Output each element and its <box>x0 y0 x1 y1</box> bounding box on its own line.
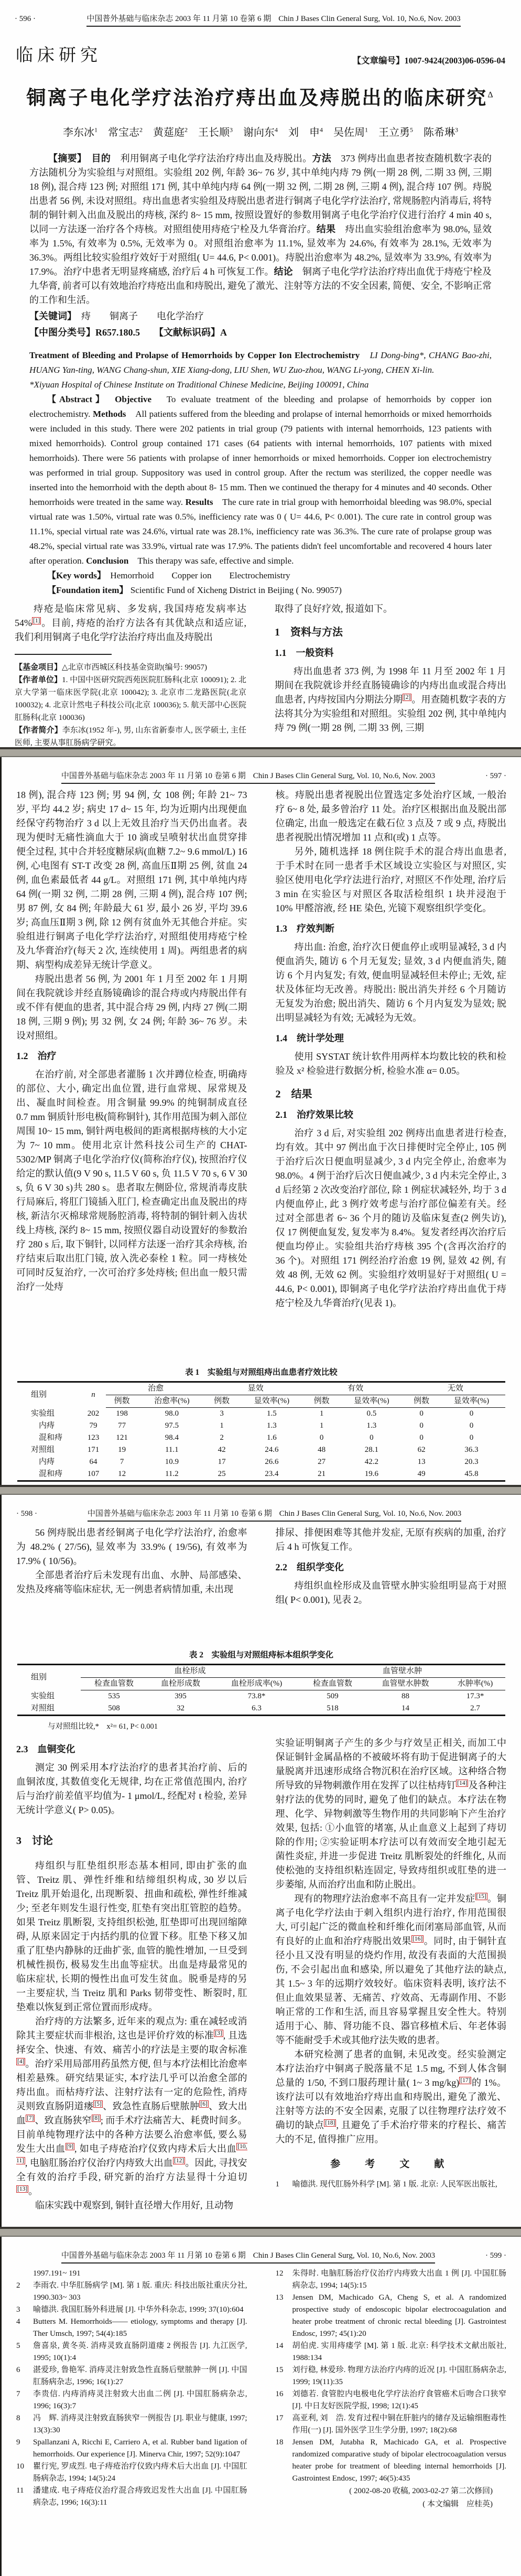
superscript: 2 <box>184 126 188 134</box>
conclusion-en-text: This therapy was safe, effective and simple. <box>137 556 294 566</box>
table-2-caption: 表 2 实验组与对照组痔标本组织学变化 <box>189 1651 334 1659</box>
page3-bottom-right-column <box>276 1736 507 2227</box>
group-thrombosis: 血栓形成 <box>81 1665 299 1678</box>
superscript: 4 <box>275 126 278 134</box>
reference-number: 11 <box>16 2486 24 2495</box>
masthead <box>0 27 521 66</box>
reference-item <box>276 2179 507 2191</box>
english-title-line <box>29 348 492 378</box>
english-title: Treatment of Bleeding and Prolapse of Hemorrhoids by Copper Ion Electrochemistry <box>29 350 360 360</box>
section-1-3-heading: 1.3 疗效判断 <box>275 923 334 934</box>
reference-text: Jensen DM, Jutabha R, Machicado GA, et al. Prospective randomized comparative study of bipolar electrocoagulation versus heater probe for treatment of bleeding internal hemorrhoids [J]. Gastrointest Endosc, 1997; 46(5):435 <box>292 2438 506 2483</box>
group-ineffective: 无效 <box>405 1382 505 1395</box>
table-row: 内痔 64 7 10.9 17 26.6 27 42.2 13 20.3 <box>31 1458 479 1466</box>
page3-bottom-columns <box>2 1736 521 2227</box>
section-2-3-paragraph: 测定 30 例采用本疗法治疗的患者其治疗前、后的血铜浓度, 其数值变化无规律, 均在正常值范围内, 治疗后与治疗前差值平均值为- 1 μmol/L, 经配对 t 检验, 差异无统计学意义( P> 0.05)。 <box>16 1762 247 1815</box>
ref-marker: [1] <box>33 618 40 624</box>
reference-text: 冯 辉. 消痔灵注射致直肠狭窄一例报告 [J]. 职业与健康, 1997; 13(3):30 <box>33 2414 247 2434</box>
ref-marker: [17] <box>460 2077 471 2084</box>
journal-title-en: Chin J Bases Clin General Surg, Vol. 10, No.6, Nov. 2003 <box>278 15 461 23</box>
reference-text: 喻德洪. 现代肛肠外科学 [M]. 第 1 版. 北京: 人民军医出版社, <box>292 2180 497 2189</box>
table-2-body <box>17 1690 505 1716</box>
reference-number: 3 <box>16 2305 20 2314</box>
reference-number: 12 <box>275 2269 284 2278</box>
safety-paragraph: 全部患者治疗后未发现有出血、水肿、局部感染、发热及疼痛等临床症状, 无一例患者病情加重, 未出现 <box>16 1570 247 1594</box>
table-row: 内痔 79 77 97.5 1 1.3 1 1.3 0 0 <box>31 1421 474 1430</box>
col-n-label: n <box>91 1391 95 1399</box>
page3-top-right-column <box>276 1526 507 1642</box>
methods-en-label: Methods <box>93 409 126 419</box>
journal-line <box>61 2249 435 2264</box>
reference-item <box>16 2461 247 2485</box>
abstract-zh <box>29 152 492 307</box>
discussion-paragraph-3-continuation: 实验证明铜离子产生的多少与疗效呈正相关, 而加工中保证铜针金属晶格的不被破坏将有助于促进铜离子的大量脱离并迅速形成络合物沉积在治疗区域。这种络合物所导致的异物刺激作用在发挥了以往枯痔钉 [14] 及各种注射疗法的优势的同时, 避免了他们的缺点。本疗法在物理、化学、异物刺激等生物作用的共同影响下产生治疗效果, 包括: ①小血管的堵塞, 从止血意义上起到了痔切除的作用; ②实验证明本疗法可以有效而安全地引起无菌性炎症, 并进一步促进 Treitz 肌断裂处的纤维化, 从而使松弛的支持组织粘连固定, 导致痔组织或肛垫的进一步萎缩, 从而治疗出血和防止脱出。 <box>275 1738 507 1890</box>
footnote-fund <box>15 661 246 674</box>
keywords-en <box>29 568 492 583</box>
conclusion-label: 结论 <box>274 266 293 277</box>
journal-line <box>61 770 435 784</box>
reference-text: 刘德若. 食管腔内电极电化学疗法治疗食管癌术后吻合口狭窄 [J]. 中日友好医院学报, 1998; 12(1):45 <box>292 2390 506 2410</box>
table-row: 对照组 171 19 11.1 42 24.6 48 28.1 62 36.3 <box>31 1446 479 1454</box>
ref-marker: [18] <box>325 2120 335 2126</box>
discussion-paragraph-3-start: 临床实践中观察到, 铜针直径增大作用好, 且动物 <box>35 2200 233 2211</box>
biography-label: 【作者简介】 <box>15 726 62 735</box>
reference-list-start <box>276 2179 507 2191</box>
reference-text: 瞿行宪, 罗成烈. 电子痔疮治疗仪致内痔术后大出血 [J]. 中国肛肠病杂志, 1994; 14(5):24 <box>33 2462 247 2483</box>
reference-text: 李雨农. 中华肛肠病学 [M]. 第 1 版. 重庆: 科技出版社重庆分社, 1990.303~ 303 <box>33 2281 247 2302</box>
fund-text: △北京市西城区科技基金资助(编号: 99057) <box>62 663 207 672</box>
reference-text: 李贵信. 内痔消痔灵注射致大出血二例 [J]. 中国肛肠病杂志, 1996; 16(3):7 <box>33 2390 247 2410</box>
page-number: · 596 · <box>15 15 36 23</box>
table-2-subheader-row: 检查血管数 血栓形成数 血栓形成率(%) 检查血管数 血管壁水肿数 水肿率(%) <box>17 1678 505 1690</box>
foundation-text: Scientific Fund of Xicheng District in Beijing ( No. 99057) <box>130 585 342 595</box>
group-cured: 治愈 <box>106 1382 206 1395</box>
reference-item <box>276 2292 507 2340</box>
section-1-1-heading: 1.1 一般资料 <box>275 648 334 658</box>
running-head <box>2 2237 521 2264</box>
group-effective: 有效 <box>306 1382 406 1395</box>
running-head <box>2 1495 521 1522</box>
footnote-block <box>15 661 246 747</box>
reference-text: 詹喜泉, 黄冬英. 消痔灵致直肠阴道瘘 2 例报告 [J]. 九江医学, 1995; 10(1):4 <box>33 2342 247 2362</box>
table-2-block <box>2 1648 521 1732</box>
page2-columns <box>2 788 521 1360</box>
reference-item <box>276 2388 507 2412</box>
objective-label: 目的 <box>91 153 111 164</box>
foundation-label: 【Foundation item】 <box>47 585 128 595</box>
reference-number: 1 <box>275 2180 279 2189</box>
section-3-heading: 3 讨论 <box>16 1835 53 1847</box>
superscript: 1 <box>94 126 97 134</box>
english-affiliation-text: *Xiyuan Hospital of Chinese Institute on Traditional Chinese Medicine, Beijing 100091, China <box>29 380 369 390</box>
article-title <box>21 82 500 110</box>
section-2-2-heading: 2.2 组织学变化 <box>275 1562 344 1572</box>
ref-marker: [16] <box>413 1936 423 1942</box>
reference-item <box>16 2304 247 2316</box>
doc-code-label: 【文献标识码】 <box>159 327 220 338</box>
table-row: 对照组 508 32 6.3 518 14 2.7 <box>31 1704 480 1712</box>
biography-text: 李东冰(1952 年-), 男, 山东省新泰市人, 医学硕士, 主任医师, 主要从事肛肠病学研究。 <box>15 726 246 747</box>
reference-items <box>276 2268 507 2485</box>
reference-text: 喻德洪. 我国肛肠外科进展 [J]. 中华外科杂志, 1999; 37(10):604 <box>33 2305 244 2314</box>
section-1-1-paragraph: 痔出血患者 373 例, 为 1998 年 11 月至 2002 年 1 月期间在我院就诊并经直肠镜确诊的内痔出血或混合痔出血患者, 内痔按国内分期法分期 [2] 。用查随机数字表的方法将其分为实验组和对照组。实验组 202 例, 其中单纯内痔 79 例(一期 28 例, 二期 33 例, 三期 <box>275 666 507 733</box>
table-1-header <box>17 1382 505 1408</box>
prolapse-cases-paragraph: 痔脱出患者 56 例, 为 2001 年 1 月至 2002 年 1 月期间在我院就诊并经直肠镜确诊的混合痔或内痔脱出伴有或不伴有便血的患者, 其中混合痔 29 例, 内痔 27 例(二期 18 例, 三期 9 例); 男 32 例, 女 24 例; 年龄 36~ 76 岁。未设对照组。 <box>16 974 247 1041</box>
table-2 <box>17 1664 505 1716</box>
reference-item <box>276 2340 507 2364</box>
reference-number: 13 <box>275 2293 284 2302</box>
page-1 <box>0 0 521 747</box>
ref-marker: [6] <box>200 2101 208 2107</box>
page-number: · 597 · <box>485 772 506 780</box>
abstract-en-label: 【Abstract】 <box>47 394 103 404</box>
reference-number: 4 <box>16 2318 20 2326</box>
received-dates: ( 2002-08-20 收稿, 2003-02-27 第二次修回) <box>349 2487 493 2495</box>
reference-number: 15 <box>275 2366 284 2374</box>
article-title-text: 铜离子电化学疗法治疗痔出血及痔脱出的临床研究 <box>26 88 488 109</box>
running-head <box>0 0 521 27</box>
page-separator <box>0 1485 521 1495</box>
page-number: · 598 · <box>16 1510 37 1518</box>
english-block <box>29 348 492 598</box>
reference-number: 9 <box>16 2438 20 2446</box>
ref-marker: [12] <box>173 2158 184 2164</box>
reference-text: 朱得时. 电脑肛肠治疗仪治疗内痔致大出血 1 例 [J]. 中国肛肠病杂志, 1994; 14(5):15 <box>292 2269 506 2290</box>
section-2-1-paragraph: 治疗 3 d 后, 对实验组 202 例痔出血患者进行检查, 均有效。其中 97 例出血于次日排便时完全停止, 105 例于治疗后次日便血明显减少, 3 d 内完全停止, 治愈率为 98.0%。4 例于治疗后次日便血减少, 3 d 内未完全停止, 3 d 后经第 2 次改变治疗部位, 除 1 例症状减轻外, 均于 3 d 内便血停止, 此 3 例疗效考虑与治疗部位偏差有关。经过对全部患者 6~ 36 个月的随访及临床复查(2 例失访), 仅 17 例便血复发, 复发率为 8.4%。复发者经再次治疗后便血均停止。实验组共治疗痔核 395 个(含再次治疗的 36 个)。对照组 171 例经治疗治愈 19 例, 显效 42 例, 有效 48 例, 无效 62 例。实验组疗效明显好于对照组( U = 44.6, P< 0.001), 即铜离子电化学疗法治疗痔出血优于痔疮宁栓及九华膏治疗(见表 1)。 <box>275 1128 506 1308</box>
table-row: 混和痔 123 121 98.4 2 1.6 0 0 0 0 <box>31 1433 474 1442</box>
keywords-zh-label: 【关键词】 <box>29 311 72 321</box>
reference-number: 18 <box>275 2438 284 2446</box>
article-number-value: 1007-9424(2003)06-0596-04 <box>404 56 505 66</box>
superscript: 2 <box>139 126 143 134</box>
table-1-body <box>17 1408 505 1481</box>
affiliation-label: 【作者单位】 <box>15 676 62 684</box>
ref-marker: [3] <box>215 2030 222 2036</box>
reference-number: 16 <box>275 2390 284 2398</box>
clc-value: R657.180.5 <box>95 327 140 338</box>
clc-label: 【中图分类号】 <box>29 327 95 338</box>
title-footnote-mark: Δ <box>487 90 495 100</box>
section-1-2-paragraph: 在治疗前, 对全部患者灌肠 1 次并蹲位检查, 明确痔的部位、大小, 确定出血位置, 进行血常规、尿常规及出、凝血时间检查。用含铜量 99.9% 的纯铜制成直径 0.7 mm 铜质针形电极(简称铜针), 其作用范围为刺入部位周围 10~ 15 mm, 铜针两电极间的距离根据痔核的大小定为 7~ 10 mm。使用北京计然科技公司生产的 CHAT-5302/MP 铜离子电化学治疗仪(简称治疗仪), 按照治疗仪给定的默认值(9 V 90 s, 11.5 V 60 s, 负 11.5 V 70 s, 6 V 30 s, 负 6 V 30 s)共 280 s。患者取左侧卧位, 常规消毒皮肤行局麻后, 将肛门镜插入肛门, 检查确定出血及脱出的痔核, 新洁尔灭棉球常规肠腔消毒, 将特制的铜针刺入齿状线上痔核, 深约 8~ 15 mm, 按照仪器自动设置好的参数治疗 280 s 后, 取下铜针, 以同样方法逐一治疗其余痔核, 治疗结束后取出肛门镜, 放入洗必泰栓 1 粒。同一痔核处可同时反复治疗, 一次可治疗多处痔核; 但出血一般只需治疗一处痔 <box>16 1069 247 1292</box>
table-2-group-row <box>17 1665 505 1678</box>
journal-title-en: Chin J Bases Clin General Surg, Vol. 10, No.6, Nov. 2003 <box>253 2251 436 2260</box>
reference-number <box>16 2268 33 2280</box>
reference-text: 湛爱珍, 鲁艳军. 消痔灵注射致急性直肠后壁脓肿一例 [J]. 中国肛肠病杂志, 1996; 16(1):27 <box>33 2366 247 2386</box>
page-3 <box>0 1495 521 2227</box>
table-row: 实验组 202 198 98.0 3 1.5 1 0.5 0 0 <box>31 1409 474 1418</box>
keywords-en-label: 【Key words】 <box>47 570 102 580</box>
article-number-label: 【文章编号】 <box>352 56 405 66</box>
group-marked-effect: 显效 <box>205 1382 306 1395</box>
reference-item <box>16 2485 247 2509</box>
reference-item <box>276 2364 507 2388</box>
results-label: 结果 <box>316 224 336 234</box>
methods-text: 373 例痔出血患者按查随机数字表的方法随机分为实验组与对照组。实验组 202 例, 年龄 36~ 76 岁, 其中单纯内痔 79 例(一期 28 例, 二期 33 例, 三期 18 例), 混合痔 123 例; 对照组 171 例, 其中单纯内痔 64 例(一期 32 例, 二期 28 例, 三期 4 例), 混合痔 107 例。痔脱出患者 56 例, 未设对照组。痔出血患者实验组及痔脱出患者进行铜离子电化学疗法治疗, 常规肠腔内消毒后, 将特制的铜针刺入出血及脱出的痔核, 深约 8~ 15 mm, 按照设置好的参数用铜离子电化学治疗仪进行治疗 4 min 40 s, 以同一方法逐一治疗各个痔核。对照组使用痔疮宁栓及九华膏治疗。 <box>29 153 492 234</box>
discussion-paragraph-4: 现有的物理疗法治愈率不高且有一定并发症 [15] 。铜离子电化学疗法由于刺入组织内进行治疗, 作用范围很大, 可引起广泛的微血栓和纤维化而闭塞局部血管, 从而有良好的止血和治疗痔脱出效果 [16] 。同时, 由于铜针直径小且又没有明显的烧灼作用, 故没有表面的大范围损伤, 不会引起出血和感染, 所以避免了其他疗法的缺点, 其 1.5~ 3 年的远期疗效较好。临床资料表明, 该疗法不但止血效果显著、无痛苦、疗效高、无毒副作用、不影响正常的工作和生活, 而且容易掌握且安全性大。特别适用于心、肺、肾功能不良、器官移植术后、年老体弱等不能耐受手术或其他疗法失败的患者。 <box>275 1893 507 2045</box>
reference-item <box>16 2388 247 2412</box>
doc-code-value: A <box>220 327 227 338</box>
conclusion-text: 铜离子电化学疗法治疗痔出血优于痔疮宁栓及九华膏, 前者可以有效地治疗痔疮出血和痔脱出, 避免了激光、注射等方法的不安全因素, 简便、安全, 不影响正常的工作和生活。 <box>29 266 492 305</box>
reference-number: 14 <box>275 2342 284 2350</box>
reference-text: 胡伯虎. 实用痔瘘学 [M]. 第 1 版. 北京: 科学技术文献出版社, 1988:134 <box>292 2342 506 2362</box>
discussion-paragraph-1: 痔组织与肛垫组织形态基本相同, 即由扩张的血管、Treitz 肌、弹性纤维和结缔组织构成, 30 岁以后 Treitz 肌开始退化, 出现断裂、扭曲和疏松, 弹性纤维减少; 至老年则发生退行性变, 肛垫有突出肛管腔的趋势。如果 Treitz 肌断裂, 支持组织松弛, 肛垫即可出现回缩障碍, 从原来固定于内括约肌的位置下移。肛垫下移又加重了肛垫内静脉的迂曲扩张, 血管的脆性增加, 一旦受到机械性损伤, 极易发生出血等症状。出血是痔最常见的临床症状, 长期的慢性出血可发生贫血。脱垂是痔的另一主要症状, 当 Treitz 肌和 Parks 韧带变性、断裂时, 肛垫难以恢复到正常位置而形成痔。 <box>16 1860 247 2012</box>
keywords-en-items: Hemorrhoid Copper ion Electrochemistry <box>110 570 290 580</box>
results-en-label: Results <box>185 497 213 507</box>
reference-number: 10 <box>16 2462 24 2471</box>
fund-label: 【基金项目】 <box>15 663 62 672</box>
editor-note: ( 本文编辑 应桂英) <box>422 2500 493 2508</box>
discussion-paragraph-2: 治疗痔的方法繁多, 近年来的观点为: 重在减轻或消除其主要症状而非根治, 这也是评价疗效的标准 [3] , 且选择安全、快速、有效、痛苦小的疗法是主要的取舍标准[4] 。治疗采用局部用药虽然方便, 但与本疗法相比治愈率相差悬殊。研究结果证实, 本疗法几乎可以治愈全部的痔出血。而枯痔疗法、注射疗法有一定的危险性, 消痔灵则致直肠阴道瘘 [5] 、致急性直肠后壁脓肿 [6] 、致大出血 [7] 、致直肠狭窄 [8] ; 而手术疗法痛苦大、耗费时间多。目前单纯物理疗法中的各种方法要么治愈率低, 要么易发生大出血 [9] , 如电子痔疮治疗仪致内痔术后大出血 [10, 11] , 电脑肛肠治疗仪治疗内痔致大出血 [12] 。因此, 寻找安全有效的治疗手段, 研究新的治疗方法显得十分迫切[13] 。 <box>16 2016 247 2196</box>
reference-list-left <box>16 2268 247 2511</box>
discussion-paragraph-5: 本研究检测了患者的血铜, 未见改变。经实验测定本疗法治疗中铜离子脱落量不足 1.5 mg, 不到人体含铜总量的 1/50, 不到口服药理计量( 1~ 3 mg/kg) [17] 的 1%。该疗法可以有效地治疗痔出血和痔脱出, 避免了激光、注射等方法的不安全因素, 克服了以往物理疗法疗效不确切的缺点 [18] , 且避免了手术治疗带来的疗程长、痛苦大的不足, 值得推广应用。 <box>275 2049 507 2144</box>
methods-en-text: All patients suffered from the bleeding and prolapse of internal hemorrhoids or mixed hemorrhoids were included in this study. There were 202 patients in trial group (79 patients with internal hemorrhoids, 123 patients with mixed hemorrhoids). Control group contained 171 cases (64 patients with internal hemorrhoids, 107 patients with mixed hemorrhoids). There were 56 patients with prolapse of inner hemorrhoids or mixed hemorrhoids. Copper ion electrochemistry was performed in trial group. Suppository was used in control group. After the rectum was sterilized, the copper needle was inserted into the hemorrhoid with the depth about 8- 15 mm. Then we continued the therapy for 4 minutes and 40 seconds. Other hemorrhoids were treated in the same way. <box>29 409 492 507</box>
table-row: 混和痔 107 12 11.2 25 23.4 21 19.6 49 45.8 <box>31 1470 479 1478</box>
reference-number: 6 <box>16 2366 20 2374</box>
reference-text: 刘行稳, 林爱珍. 物理方法治疗内痔的近况 [J]. 中国肛肠病杂志, 1999; 19(11):35 <box>292 2366 506 2386</box>
methods-label: 方法 <box>312 153 332 164</box>
ref-marker: [8] <box>92 2115 100 2121</box>
ref-marker: [15] <box>476 1893 486 1900</box>
general-data-continuation: 18 例), 混合痔 123 例; 男 94 例, 女 108 例; 年龄 21~ 73 岁, 平均 44.2 岁; 病史 17 d~ 15 年, 均为近期内出现便血经保守药物治疗 3 d 以上无效且治疗当天仍出血者。表现为便时无痛性滴血大于 10 滴或呈喷射状出血贯穿排便全过程, 其中合并轻度糖尿病(血糖 7.2~ 9.6 mmol/L) 16 例, 心电图有 ST-T 改变 28 例, 高血压Ⅱ期 25 例, 贫血 24 例, 血色素最低者 44 g/L。对照组 171 例, 其中单纯内痔 64 例(一期 32 例, 二期 28 例, 三期 4 例), 混合痔 107 例; 男 87 例, 女 84 例; 年龄最大 61 岁, 最小 26 岁, 平均 39.6 岁; 高血压Ⅱ期 3 例, 除 12 例有贫血外无其他合并症。实验组进行铜离子电化学疗法治疗, 对照组使用痔疮宁栓及九华膏治疗(每天 2 次, 连续使用 1 周)。两组患者的病期、病型构成差异无统计学意义。 <box>16 790 247 970</box>
page-separator <box>0 747 521 757</box>
section-1-4-paragraph: 使用 SYSTAT 统计软件用两样本均数比较的秩和检验及 x² 检验进行数据分析, 检验水准 α= 0.05。 <box>275 1051 506 1076</box>
table-row: 实验组 535 395 73.8* 509 88 17.3* <box>31 1691 484 1700</box>
reference-number: 2 <box>16 2281 20 2290</box>
prolapse-results-paragraph: 56 例痔脱出患者经铜离子电化学疗法治疗, 治愈率为 48.2% ( 27/56), 显效率为 33.9% ( 19/56), 有效率为 17.9% ( 10/56)。 <box>16 1527 247 1566</box>
reference-text: Jensen DM, Machicado GA, Cheng S, et al. A randomized prospective study of endoscopic bipolar electrocoagulation and heater probe treatment of chronic rectal bleeding [J]. Gastrointest Endosc, 1997; 45(1):20 <box>292 2293 506 2338</box>
results-text: 痔出血实验组治愈率为 98.0%, 显效率为 1.5%, 有效率为 0.5%, 无效率为 0。对照组治愈率为 11.1%, 显效率为 24.6%, 有效率为 28.1%, 无效率为 36.3%。两组比较实验组疗效好于对照组( U= 44.6, P< 0.001)。痔脱出治愈率为 48.2%, 显效率为 33.9%, 有效率为 17.9%。治疗中患者无明显疼痛感, 治疗后 4 h 可恢复工作。 <box>29 224 492 277</box>
reference-text: 1997.191~ 191 <box>33 2269 81 2278</box>
objective-en-text: To evaluate treatment of the bleeding and prolapse of hemorrhoids by copper ion electrochemistry. <box>29 394 492 419</box>
reference-number: 5 <box>16 2342 20 2350</box>
page1-left-column <box>15 602 246 747</box>
section-1-2-heading: 1.2 治疗 <box>16 1051 57 1061</box>
table-1 <box>17 1381 505 1482</box>
reference-list-right <box>276 2268 507 2511</box>
reference-text: 高亚利, 刘 浩. 发育过程中铜在肝脏内的储存及运输细胞毒性作用(一) [J]. 国外医学卫生学分册, 1997; 18(2):68 <box>292 2414 506 2434</box>
abstract-label: 【摘要】 <box>48 153 82 164</box>
journal-title-zh: 中国普外基础与临床杂志 2003 年 11 月第 10 卷第 6 期 <box>61 2251 246 2260</box>
ref-marker: [5] <box>94 2101 102 2107</box>
foundation-item <box>29 583 492 598</box>
ref-marker: [10, 11] <box>16 2143 247 2164</box>
journal-title-zh: 中国普外基础与临床杂志 2003 年 11 月第 10 卷第 6 期 <box>86 15 272 23</box>
english-affiliation <box>29 378 492 392</box>
ref-marker: [2] <box>403 694 411 700</box>
table-2-header <box>17 1665 505 1690</box>
journal-title-en: Chin J Bases Clin General Surg, Vol. 10, No.6, Nov. 2003 <box>253 772 436 780</box>
page-2 <box>0 757 521 1485</box>
journal-title-zh: 中国普外基础与临床杂志 2003 年 11 月第 10 卷第 6 期 <box>61 772 246 780</box>
footnote-rule <box>15 654 112 655</box>
section-2-heading: 2 结果 <box>275 1088 312 1100</box>
journal-line <box>88 1507 461 1522</box>
page4-columns <box>2 2268 521 2511</box>
section-2-3-heading: 2.3 血铜变化 <box>16 1744 75 1754</box>
journal-title-zh: 中国普外基础与临床杂志 2003 年 11 月第 10 卷第 6 期 <box>87 1510 272 1518</box>
col-group-label: 组别 <box>31 1673 47 1682</box>
journal-title-en: Chin J Bases Clin General Surg, Vol. 10, No.6, Nov. 2003 <box>279 1510 462 1518</box>
reference-item <box>16 2268 247 2280</box>
table-1-group-row <box>17 1382 505 1395</box>
biopsy-paragraph: 另外, 随机选择 18 例住院手术的混合痔出血患者, 于手术时在同一患者手术区域设立实验区与对照区, 实验区使用电化学疗法进行治疗, 对照区不作处理, 治疗后 3 min 在实验区与对照区各取活检组织 1 块并浸泡于 10% 甲醛溶液, 经 HE 染色, 光镜下观察组织学变化。 <box>275 846 506 913</box>
ref-marker: [7] <box>27 2115 34 2121</box>
results-en-text: The cure rate in trial group with hemorrhoidal bleeding was 98.0%, special virtual rate was 1.50%, virtual rate was 0.5%, inefficiency rate was 0 ( U= 44.6, P< 0.001). The cure rate in control group was 11.1%, special virtual rate was 24.6%, virtual rate was 28.1%, inefficiency rate was 36.3%. The cure rate of prolapse group was 48.2%, special virtual rate was 33.9%, virtual rate was 17.9%. The patients didn't feel uncomfortable and recovered 4 hours later after operation. <box>29 497 492 566</box>
reference-item <box>276 2412 507 2437</box>
table-1-block <box>2 1366 521 1482</box>
table-1-caption: 表 1 实验组与对照组痔出血患者疗效比较 <box>185 1368 338 1377</box>
keywords-zh <box>29 309 492 324</box>
page-number: · 599 · <box>485 2251 506 2260</box>
footnote-biography <box>15 724 246 747</box>
table-1-subheader-row: 例数 治愈率(%) 例数 显效率(%) 例数 显效率(%) 例数 显效率(%) <box>17 1395 505 1408</box>
page3-top-columns <box>2 1526 521 1642</box>
reference-text: Spallanzani A, Ricchi E, Carriero A, et al. Rubber band ligation of hemorrhoids. Our experience [J]. Minerva Chir, 1997; 52(9):1047 <box>33 2438 247 2459</box>
conclusion-en-label: Conclusion <box>86 556 129 566</box>
col-group-label: 组别 <box>31 1391 47 1399</box>
section-1-heading: 1 资料与方法 <box>275 627 343 638</box>
section-1-3-paragraph: 痔出血: 治愈, 治疗次日便血停止或明显减轻, 3 d 内便血消失, 随访 6 个月无复发; 显效, 3 d 内便血消失, 随访 6 个月内复发; 有效, 便血明显减轻但未停止; 无效, 症状及体征均无改善。痔脱出: 脱出消失并经 6 个月随访无复发为治愈; 脱出消失、随访 6 个月内复发为显效; 脱出明显减轻为有效; 无减轻为无效。 <box>275 942 506 1023</box>
section-2-1-heading: 2.1 治疗效果比较 <box>275 1109 353 1120</box>
superscript: 3 <box>455 126 458 134</box>
reference-item <box>16 2316 247 2340</box>
clc-line <box>29 326 492 340</box>
superscript: 5 <box>410 126 413 134</box>
running-head <box>2 757 521 784</box>
authors-line: 李东冰$^1$ 常宝志$^2$ 黄莚庭$^2$ 王长顺$^3$ 谢向东$^4$ 刘 申$^4$ 吴佐周$^1$ 王立勇$^5$ 陈希琳$^3$ <box>63 126 458 138</box>
superscript: 4 <box>320 126 323 134</box>
ref-marker: [9] <box>66 2143 74 2150</box>
intro-continuation: 取得了良好疗效, 报道如下。 <box>275 603 393 614</box>
objective-en-label: Objective <box>115 394 151 404</box>
reference-number: 8 <box>16 2414 20 2422</box>
page2-left-column <box>16 788 247 1360</box>
reference-item <box>16 2364 247 2388</box>
section-1-4-heading: 1.4 统计学处理 <box>275 1033 344 1043</box>
page-4 <box>0 2237 521 2576</box>
ref-marker: [13] <box>17 2186 28 2192</box>
reference-text: Butters M. Hemorrhoids—— etiology, symptoms and therapy [J]. Ther Umsch, 1997; 54(4):185 <box>33 2318 247 2338</box>
objective-text: 利用铜离子电化学疗法治疗痔出血及痔脱出。 <box>120 153 312 164</box>
page3-bottom-left-column <box>16 1736 247 2227</box>
page3-top-left-column <box>16 1526 247 1642</box>
page1-right-column <box>275 602 506 747</box>
intro-paragraph: 痔疮是临床常见病、多发病, 我国痔疮发病率达 54% [1] 。目前, 痔疮的治疗方法各有其优缺点和适应证, 我们利用铜离子电化学疗法治疗痔出血及痔脱出 <box>15 603 246 642</box>
superscript: 1 <box>365 126 368 134</box>
table-2-note: 与对照组比较,* x²= 61, P< 0.001 <box>48 1722 158 1731</box>
reference-item <box>16 2340 247 2364</box>
reference-number: 7 <box>16 2390 20 2398</box>
ref-marker: [4] <box>17 2058 25 2065</box>
journal-line <box>86 13 460 27</box>
reference-item <box>16 2437 247 2461</box>
footnote-affiliation <box>15 674 246 724</box>
english-authors: LI Dong-bing*, CHANG Bao-zhi, HUANG Yan-ting, WANG Chang-shun, XIE Xiang-dong, LIU Shen, WU Zuo-zhou, WANG Li-yong, CHEN Xi-lin. <box>29 350 492 375</box>
page1-columns <box>0 602 521 747</box>
section-2-2-paragraph: 痔组织血栓形成及血管壁水肿实验组明显高于对照组( P< 0.001), 见表 2。 <box>275 1580 506 1605</box>
superscript: 3 <box>230 126 233 134</box>
reference-item <box>276 2268 507 2292</box>
reference-number: 17 <box>275 2414 284 2422</box>
column-label: 临床研究 <box>16 46 102 65</box>
group-vessel-wall-edema: 血管壁水肿 <box>299 1665 505 1678</box>
reference-item <box>16 2280 247 2304</box>
abstract-zh-paragraph <box>29 152 492 307</box>
reference-text: 潘建成. 电子痔疮仪治疗混合痔致迟发性大出血 [J]. 中国肛肠病杂志, 1996; 16(3):11 <box>33 2486 247 2507</box>
references-heading: 参 考 文 献 <box>330 2159 452 2170</box>
abstract-en-paragraph <box>29 392 492 568</box>
keywords-zh-items: 痔 铜离子 电化学治疗 <box>81 311 204 321</box>
reference-item <box>16 2412 247 2437</box>
article-number <box>353 53 505 66</box>
page2-right-column <box>276 788 507 1360</box>
reference-item <box>276 2437 507 2485</box>
ref-marker: [14] <box>457 1780 468 1786</box>
safety-continuation: 排尿、排便困难等其他并发症, 无原有疾病的加重, 治疗后 4 h 可恢复工作。 <box>275 1527 506 1552</box>
treatment-continuation: 核。痔脱出患者视脱出位置选定多处治疗区域, 一般治疗 6~ 8 处, 最多曾治疗 11 处。治疗区根据出血及脱出部位确定, 出血一般选定在截石位 3 点及 7 或 9 点, 痔脱出患者视脱出情况增加 11 点和(或) 1 点等。 <box>275 790 506 843</box>
page-separator <box>0 2227 521 2237</box>
affiliation-text: 1. 中国中医研究院西苑医院肛肠科(北京 100091); 2. 北京大学第一临床医学院(北京 100042); 3. 北京市二龙路医院(北京 100032); 4. 北京计然电子科技公司(北京 100036); 5. 航天部中心医院肛肠科(北京 100036) <box>15 676 246 722</box>
